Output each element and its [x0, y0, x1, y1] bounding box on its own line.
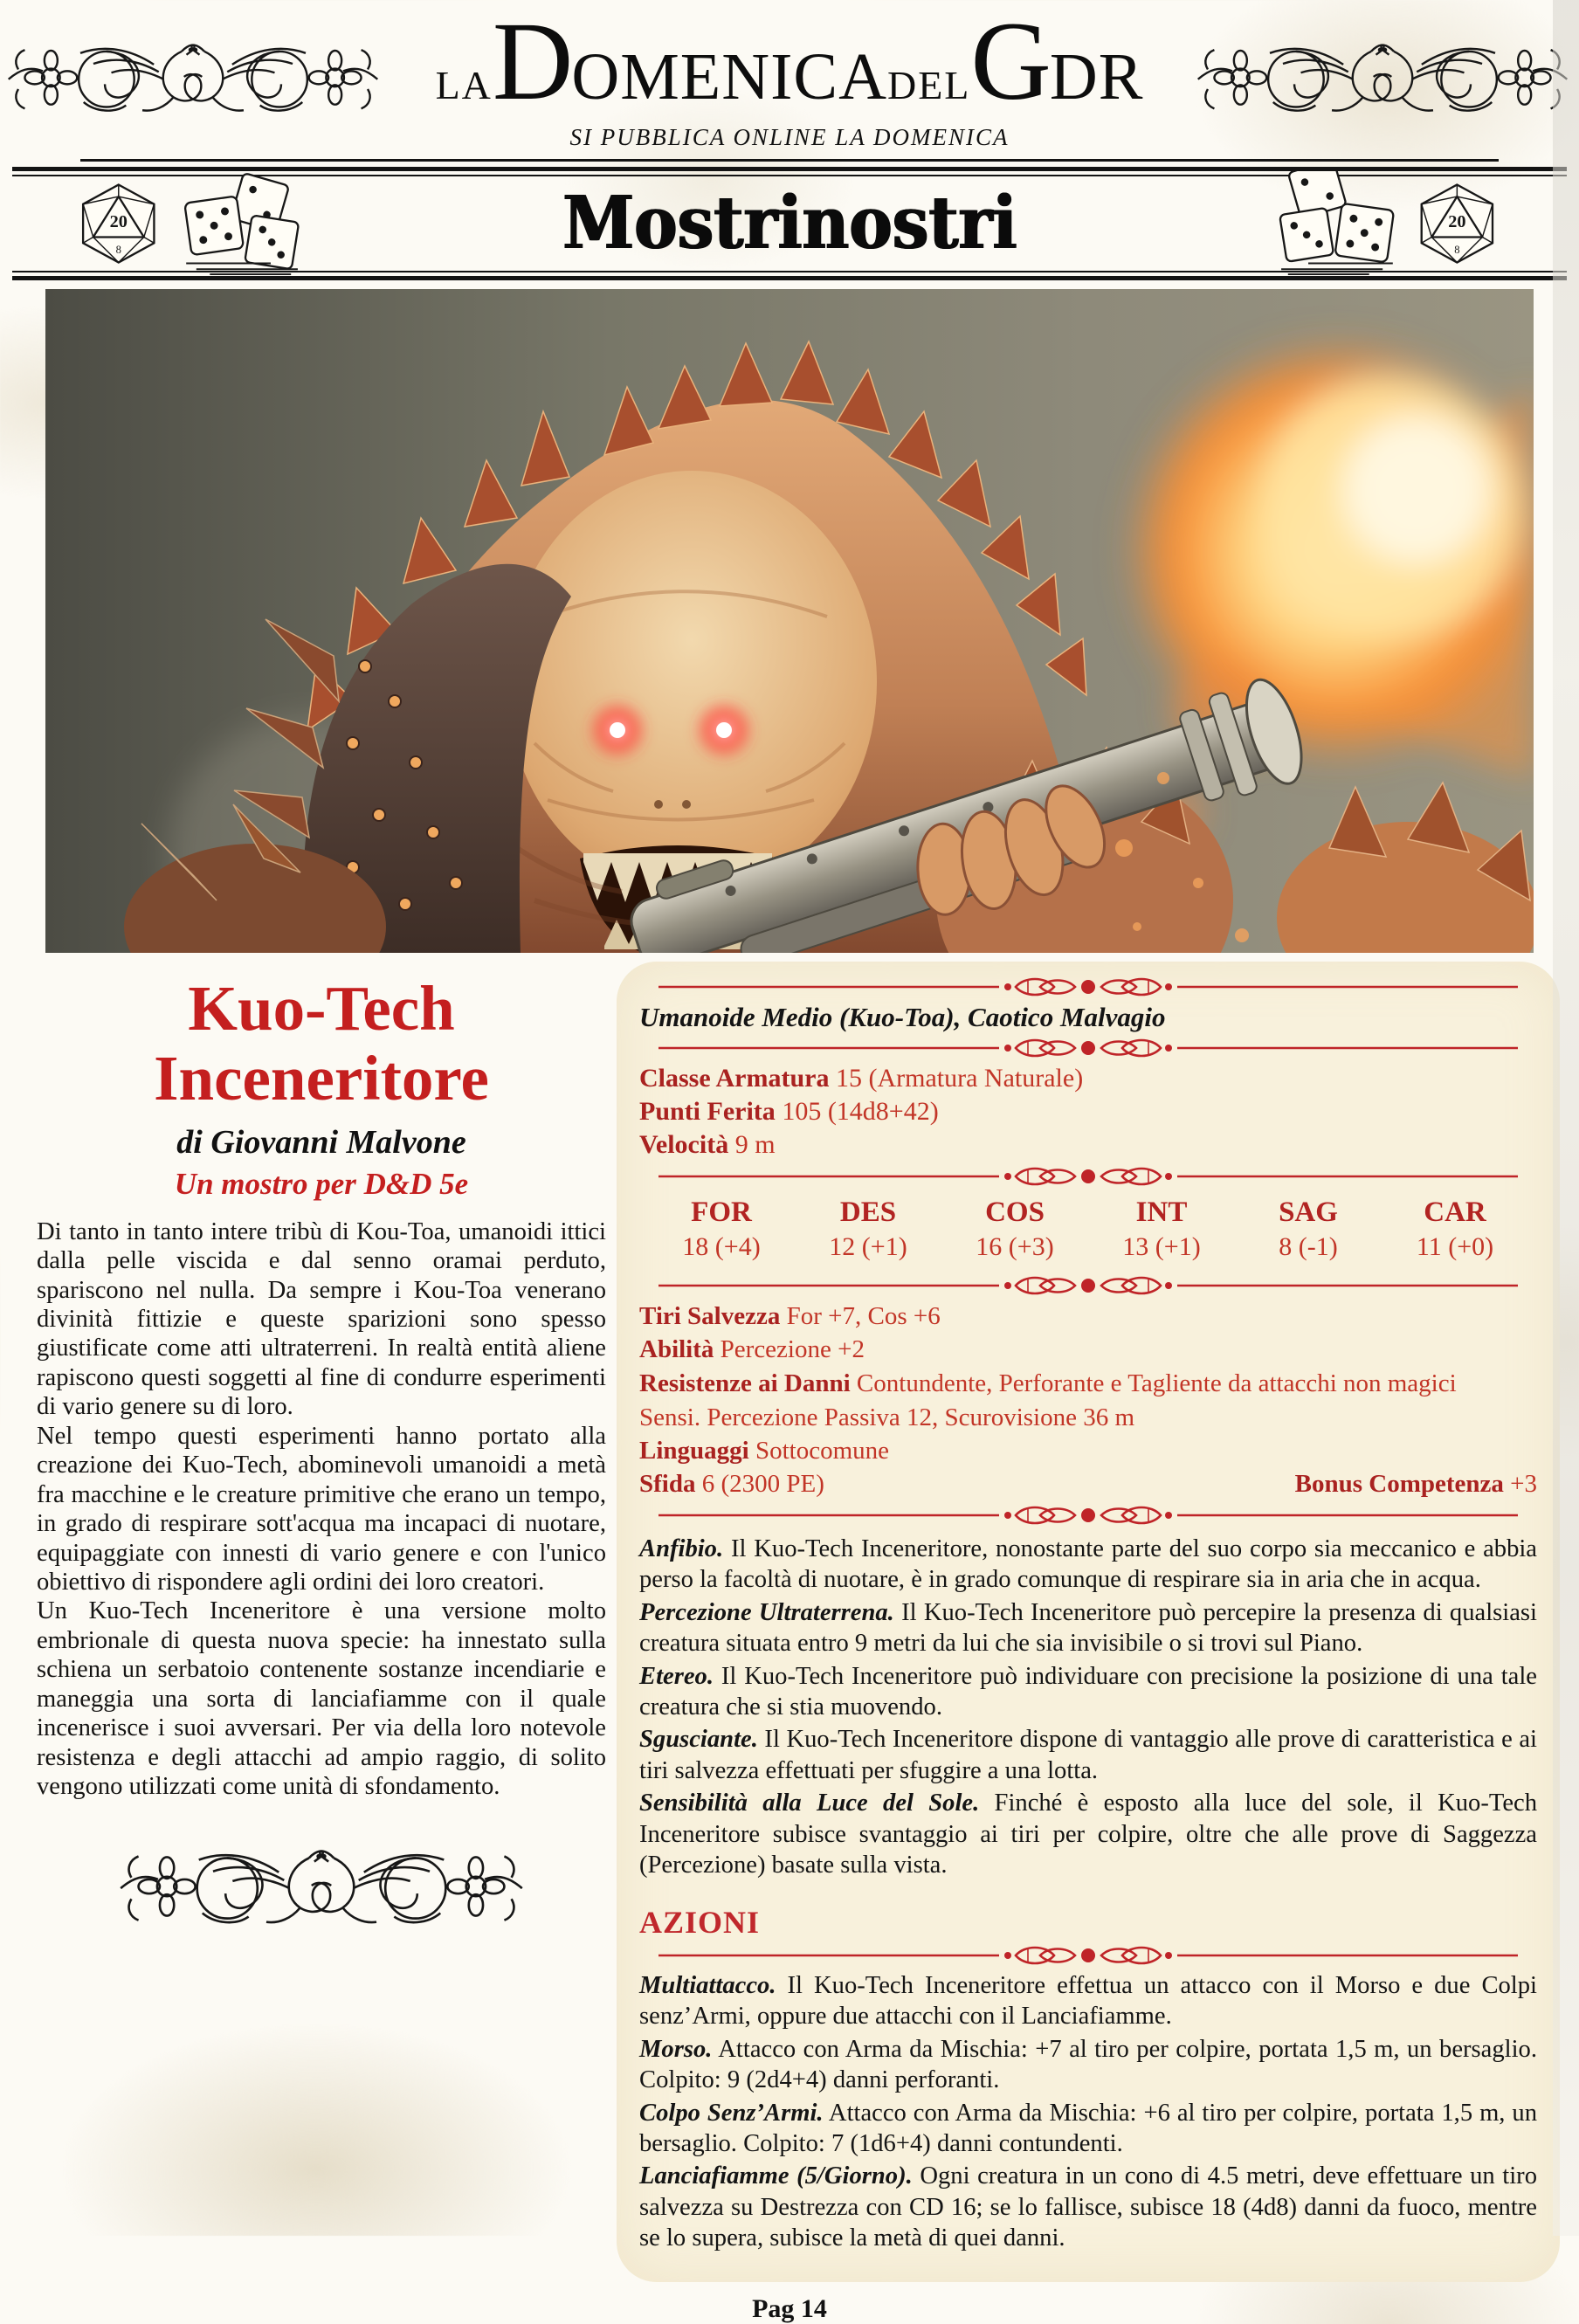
title-initial-g: G	[970, 0, 1050, 123]
dragon-flourish-ornament	[116, 1831, 527, 1938]
actions-heading: AZIONI	[639, 1904, 761, 1940]
trait-text: Il Kuo-Tech Inceneritore può individuare con precisione la posizione di una tale creatura che si stia muovendo.	[639, 1662, 1537, 1721]
stat-value: +3	[1510, 1470, 1537, 1499]
trait	[639, 1661, 1537, 1723]
stat-value: 105 (14d8+42)	[782, 1096, 939, 1126]
stat-block	[617, 962, 1560, 2282]
ability-name: CAR	[1424, 1196, 1486, 1228]
dice-icon-left	[73, 171, 362, 276]
action-name: Lanciafiamme (5/Giorno).	[639, 2162, 913, 2190]
divider-ornament	[639, 1504, 1537, 1527]
stat-value: Sottocomune	[755, 1437, 890, 1465]
stat-value: 15 (Armatura Naturale)	[835, 1064, 1084, 1093]
proficiency-bonus	[1295, 1469, 1537, 1500]
title-word-la: LA	[435, 63, 493, 107]
article-tagline: Un mostro per D&D 5e	[174, 1166, 469, 1201]
trait	[639, 1788, 1537, 1880]
ability-score	[941, 1196, 1088, 1262]
ability-name: COS	[985, 1196, 1045, 1228]
ability-value: 13 (+1)	[1122, 1231, 1201, 1261]
title-word-del: DEL	[886, 63, 971, 107]
article-title-line1: Kuo-Tech	[188, 973, 455, 1044]
divider-ornament	[639, 1165, 1537, 1188]
ability-name: SAG	[1279, 1196, 1338, 1228]
stat-label: Tiri Salvezza	[639, 1301, 781, 1330]
action-text: Ogni creatura in un cono di 4.5 metri, deve effettuare un tiro salvezza su Destrezza con CD 16; se lo fallisce, subisce 18 (4d8) danni da fuoco, mentre se lo supera, subisce la metà di quei danni.	[639, 2162, 1537, 2252]
ability-value: 18 (+4)	[682, 1231, 761, 1261]
action-text: Attacco con Arma da Mischia: +7 al tiro per colpire, portata 1,5 m, un bersaglio. Colpito: 9 (2d4+4) danni perforanti.	[639, 2035, 1537, 2094]
stat-label: Classe Armatura	[639, 1064, 830, 1093]
action-text: Il Kuo-Tech Inceneritore effettua un attacco con il Morso e due Colpi senz’Armi, oppure due attacchi con il Lanciafiamme.	[639, 1971, 1537, 2031]
detail-line	[639, 1402, 1537, 1435]
action	[639, 1970, 1537, 2032]
d20-face-number: 20	[109, 211, 128, 231]
defense-stats	[639, 1063, 1537, 1162]
detail-stats	[639, 1300, 1537, 1468]
divider-ornament	[639, 976, 1537, 998]
section-title: Mostrinostri	[562, 181, 1017, 266]
divider-ornament	[639, 1274, 1537, 1297]
stat-label: Sensi.	[639, 1403, 701, 1431]
creature-type-line: Umanoide Medio (Kuo-Toa), Caotico Malvagio	[639, 1002, 1166, 1032]
d20-edge-number: 8	[1454, 243, 1460, 256]
scrollwork-ornament-right	[1195, 24, 1570, 128]
action-name: Morso.	[639, 2035, 713, 2063]
stat-value: For +7, Cos +6	[786, 1301, 941, 1330]
trait-text: Il Kuo-Tech Inceneritore dispone di vantaggio alle prove di caratteristica e ai tiri salvezza effettuati per sfuggire a una lotta.	[639, 1726, 1537, 1784]
stat-label: Bonus Competenza	[1294, 1470, 1504, 1499]
trait	[639, 1597, 1537, 1659]
stat-label: Sfida	[639, 1470, 696, 1499]
trait-text: Il Kuo-Tech Inceneritore può percepire la presenza di qualsiasi creatura situata entro 9 metri da lui che sia invisibile o si trovi sul Piano.	[639, 1598, 1537, 1658]
detail-line	[639, 1334, 1537, 1367]
challenge	[639, 1469, 824, 1500]
article-paragraph: Di tanto in tanto intere tribù di Kou-Toa, umanoidi ittici dalla pelle viscida e dal senno oramai perduto, spariscono nel nulla. Da sempre i Kou-Toa venerano divinità fittizie e queste sparizioni sono spesso giustificate come atti ultraterreni. In realtà entità aliene rapiscono questi soggetti al fine di condurre esperimenti di vario genere su di loro.	[37, 1217, 606, 1421]
ability-score	[1235, 1196, 1382, 1262]
d20-face-number: 20	[1448, 211, 1466, 231]
divider-ornament	[639, 1944, 1537, 1967]
ability-value: 16 (+3)	[976, 1231, 1054, 1261]
article-body	[37, 1217, 606, 1802]
action	[639, 2034, 1537, 2096]
actions-list	[639, 1970, 1537, 2254]
detail-line	[639, 1368, 1537, 1401]
section-banner	[12, 167, 1567, 280]
page-content	[0, 953, 1579, 2282]
masthead	[0, 0, 1579, 159]
ability-score	[795, 1196, 941, 1262]
challenge-row	[639, 1469, 1537, 1500]
ability-name: INT	[1135, 1196, 1188, 1228]
trait-text: Finché è esposto alla luce del sole, il Kuo-Tech Inceneritore subisce svantaggio ai tiri per colpire, oltre che alle prove di Saggezza (Percezione) basate sulla vista.	[639, 1790, 1537, 1879]
stat-label: Abilità	[639, 1335, 714, 1364]
ability-scores	[648, 1196, 1528, 1262]
article-byline: di Giovanni Malvone	[176, 1123, 466, 1161]
monster-illustration	[45, 289, 1534, 953]
article-paragraph: Nel tempo questi esperimenti hanno portato alla creazione dei Kuo-Tech, abominevoli umanoidi a metà fra macchine e le creature primitive che erano un tempo, in grado di respirare sott'acqua ma incapaci di nuotare, equipaggiate con innesti di vario genere e con l'unico obiettivo di rispondere agli ordini dei loro creatori.	[37, 1422, 606, 1596]
dice-icon-right	[1217, 171, 1506, 276]
stat-label: Punti Ferita	[639, 1096, 776, 1126]
article-title	[37, 974, 606, 1114]
stat-value: 6 (2300 PE)	[701, 1470, 824, 1499]
stat-label: Resistenze ai Danni	[639, 1369, 851, 1398]
trait-name: Sensibilità alla Luce del Sole.	[639, 1790, 980, 1817]
page-footer	[0, 2294, 1579, 2324]
title-word-omenica: OMENICA	[571, 40, 887, 114]
masthead-rule	[80, 159, 1499, 162]
stat-label: Velocità	[639, 1129, 729, 1159]
article-paragraph: Un Kuo-Tech Inceneritore è una versione molto embrionale di questa nuova specie: ha innestato sulla schiena un serbatoio contenente sostanze incendiarie e maneggia una sorta di lanciafiamme con il quale incenerisce i suoi avversari. Per via della loro notevole resistenza e degli attacchi ad ampio raggio, di solito vengono utilizzati come unità di sfondamento.	[37, 1597, 606, 1801]
trait-text: Il Kuo-Tech Inceneritore, nonostante parte del suo corpo sia meccanico e abbia perso la facoltà di nuotare, è in grado comunque di respirare sia in aria che in acqua.	[639, 1534, 1537, 1594]
detail-line	[639, 1435, 1537, 1468]
ability-score	[1382, 1196, 1528, 1262]
ability-score	[1088, 1196, 1235, 1262]
traits-list	[639, 1534, 1537, 1881]
stat-value: Percezione Passiva 12, Scurovisione 36 m	[707, 1403, 1135, 1431]
ability-score	[648, 1196, 795, 1262]
article-title-line2: Inceneritore	[154, 1043, 489, 1114]
defense-line	[639, 1129, 1537, 1162]
publication-subtitle: SI PUBBLICA ONLINE LA DOMENICA	[569, 124, 1010, 150]
ability-value: 8 (-1)	[1279, 1231, 1338, 1261]
action-text: Attacco con Arma da Mischia: +6 al tiro per colpire, portata 1,5 m, un bersaglio. Colpito: 7 (1d6+4) danni contundenti.	[639, 2099, 1538, 2158]
stat-value: 9 m	[734, 1129, 776, 1159]
trait	[639, 1534, 1537, 1596]
title-initial-d: D	[492, 0, 572, 123]
trait-name: Etereo.	[639, 1662, 714, 1690]
detail-line	[639, 1300, 1537, 1334]
divider-ornament	[639, 1037, 1537, 1059]
action	[639, 2161, 1537, 2253]
stat-label: Linguaggi	[639, 1437, 749, 1465]
defense-line	[639, 1096, 1537, 1128]
ability-value: 11 (+0)	[1416, 1231, 1494, 1261]
trait-name: Percezione Ultraterrena.	[639, 1598, 894, 1626]
monster-artwork	[45, 289, 1534, 953]
action	[639, 2098, 1537, 2160]
ability-value: 12 (+1)	[829, 1231, 907, 1261]
trait	[639, 1724, 1537, 1786]
action-name: Multiattacco.	[639, 1971, 776, 1999]
title-word-dr: DR	[1049, 40, 1144, 114]
banner-rule-bottom	[12, 276, 1567, 280]
ability-name: DES	[839, 1196, 897, 1228]
page-number: Pag 14	[752, 2293, 827, 2323]
defense-line	[639, 1063, 1537, 1095]
stat-value: Contundente, Perforante e Tagliente da attacchi non magici	[856, 1369, 1457, 1398]
stat-value: Percezione +2	[720, 1335, 865, 1364]
article-column	[35, 962, 611, 1938]
d20-edge-number: 8	[115, 243, 121, 256]
action-name: Colpo Senz’Armi.	[639, 2099, 824, 2127]
trait-name: Sgusciante.	[639, 1726, 758, 1754]
trait-name: Anfibio.	[639, 1534, 724, 1562]
ability-name: FOR	[691, 1196, 752, 1228]
